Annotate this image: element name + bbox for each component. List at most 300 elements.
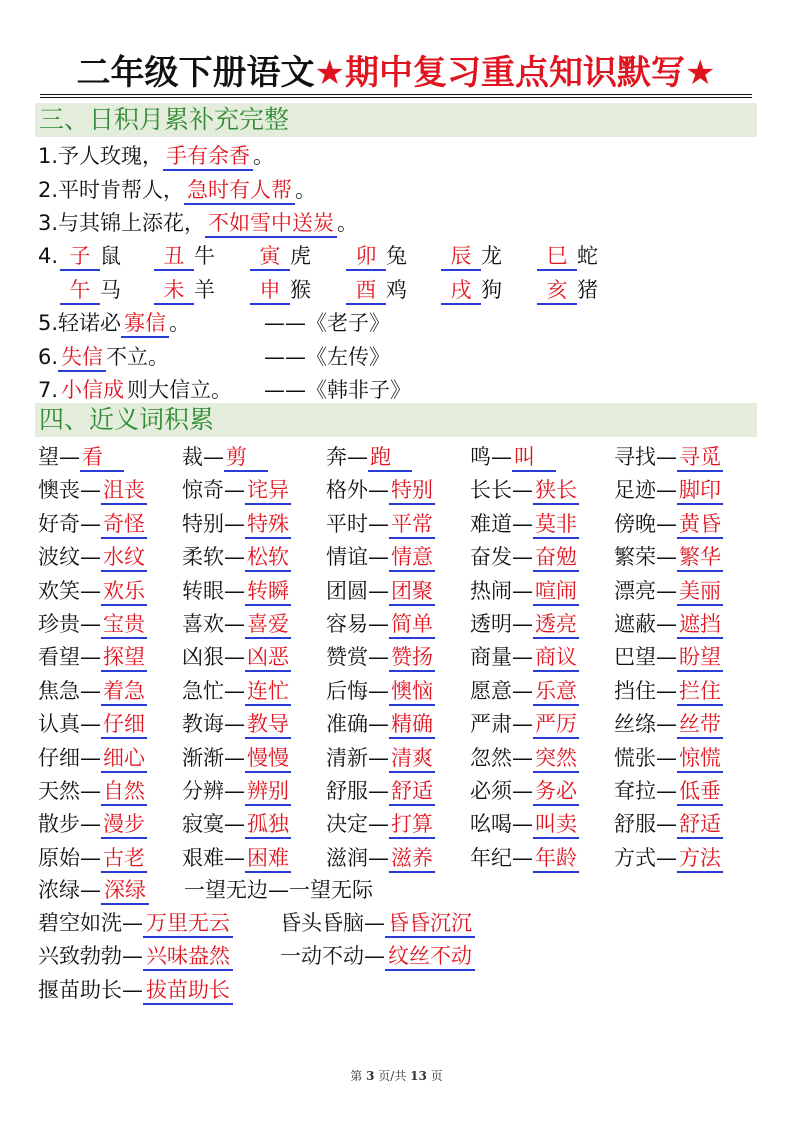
synonym-word: 滋润— — [326, 845, 389, 870]
synonym-row — [38, 541, 758, 574]
synonym-word: 透明— — [470, 611, 533, 636]
synonym-answer: 连忙 — [245, 678, 291, 706]
synonym-answer: 水纹 — [101, 544, 147, 572]
line-suffix: 。 — [337, 211, 359, 235]
zodiac-item — [441, 274, 502, 307]
synonym-word: 散步— — [38, 812, 101, 837]
zodiac-animal: 兔 — [386, 244, 407, 268]
synonym-answer: 探望 — [101, 644, 147, 672]
answer-blank: 手有余香 — [163, 143, 253, 171]
synonym-answer: 特别 — [389, 477, 435, 505]
synonym-answer: 赞扬 — [389, 644, 435, 672]
zodiac-branch-answer: 卯 — [346, 243, 386, 271]
synonym-answer: 团聚 — [389, 578, 435, 606]
synonym-word: 艰难— — [182, 845, 245, 870]
idiom-word: 兴致勃勃— — [38, 944, 143, 968]
synonym-pair — [326, 808, 435, 841]
synonym-pair — [470, 708, 579, 741]
synonym-pair — [470, 775, 579, 808]
synonym-answer: 喜爱 — [245, 611, 291, 639]
synonym-word: 愿意— — [470, 678, 533, 703]
synonym-pair — [470, 441, 556, 474]
synonym-word: 急忙— — [182, 678, 245, 703]
section-3-heading: 三、日积月累补充完整 — [35, 103, 757, 137]
synonym-word: 后悔— — [326, 678, 389, 703]
synonym-row — [38, 775, 758, 808]
synonym-pair — [326, 641, 435, 674]
synonym-pair — [614, 708, 723, 741]
synonym-answer: 黄昏 — [677, 511, 723, 539]
synonym-word: 原始— — [38, 845, 101, 870]
synonym-word: 长长— — [470, 478, 533, 503]
synonym-pair — [38, 474, 147, 507]
synonym-answer: 凶恶 — [245, 644, 291, 672]
synonym-answer: 繁华 — [677, 544, 723, 572]
synonym-word: 巴望— — [614, 645, 677, 670]
synonym-pair — [614, 508, 723, 541]
zodiac-animal: 猴 — [290, 278, 311, 302]
idiom-pair-plain: 一望无边—一望无际 — [184, 878, 373, 902]
synonym-word: 懊丧— — [38, 478, 101, 503]
idiom-line — [38, 940, 233, 973]
synonym-row — [38, 808, 758, 841]
synonym-answer: 剪 — [224, 444, 268, 472]
page-footer — [0, 1067, 793, 1084]
zodiac-animal: 羊 — [194, 278, 215, 302]
footer-total-pages: 13 — [410, 1069, 427, 1083]
synonym-word: 焦急— — [38, 678, 101, 703]
synonym-pair — [38, 775, 147, 808]
quote-line — [38, 341, 169, 374]
synonym-word: 舒服— — [614, 812, 677, 837]
synonym-word: 奔— — [326, 445, 368, 469]
synonym-word: 认真— — [38, 712, 101, 737]
synonym-word: 繁荣— — [614, 545, 677, 570]
synonym-answer: 舒适 — [389, 778, 435, 806]
synonym-answer: 简单 — [389, 611, 435, 639]
zodiac-animal: 龙 — [481, 244, 502, 268]
synonym-word: 裁— — [182, 445, 224, 469]
quote-suffix: 则大信立。 — [127, 378, 233, 402]
synonym-word: 傍晚— — [614, 511, 677, 536]
synonym-answer: 叫 — [512, 444, 556, 472]
synonym-pair — [326, 742, 435, 775]
synonym-word: 格外— — [326, 478, 389, 503]
synonym-answer: 惊慌 — [677, 745, 723, 773]
synonym-word: 严肃— — [470, 712, 533, 737]
synonym-pair — [38, 742, 147, 775]
synonym-pair — [182, 641, 291, 674]
synonym-pair — [326, 708, 435, 741]
synonym-row — [38, 675, 758, 708]
idiom-answer: 万里无云 — [143, 910, 233, 938]
synonym-pair — [38, 608, 147, 641]
idiom-answer: 昏昏沉沉 — [385, 910, 475, 938]
synonym-word: 看望— — [38, 645, 101, 670]
zodiac-branch-answer: 亥 — [537, 277, 577, 305]
synonym-word: 容易— — [326, 611, 389, 636]
zodiac-branch-answer: 巳 — [537, 243, 577, 271]
footer-text-2: 页/共 — [378, 1069, 407, 1083]
synonym-word: 鸣— — [470, 445, 512, 469]
synonym-answer: 务必 — [533, 778, 579, 806]
synonym-answer: 诧异 — [245, 477, 291, 505]
zodiac-branch-answer: 丑 — [154, 243, 194, 271]
synonym-pair — [38, 675, 147, 708]
synonym-pair — [470, 842, 579, 875]
synonym-pair — [182, 441, 268, 474]
synonym-answer: 脚印 — [677, 477, 723, 505]
synonym-answer: 滋养 — [389, 845, 435, 873]
synonym-word: 丝绦— — [614, 712, 677, 737]
zodiac-branch-answer: 酉 — [346, 277, 386, 305]
synonym-answer: 松软 — [245, 544, 291, 572]
zodiac-item — [154, 240, 215, 273]
synonym-pair — [182, 474, 291, 507]
quote-source: ——《韩非子》 — [264, 378, 411, 402]
title-main: 二年级下册语文 — [76, 53, 315, 93]
synonym-answer: 精确 — [389, 711, 435, 739]
zodiac-row — [38, 240, 678, 273]
page-title — [40, 48, 752, 98]
synonym-word: 柔软— — [182, 545, 245, 570]
synonym-answer: 乐意 — [533, 678, 579, 706]
zodiac-item — [250, 240, 311, 273]
synonym-word: 必须— — [470, 778, 533, 803]
synonym-word: 难道— — [470, 511, 533, 536]
synonym-answer: 盼望 — [677, 644, 723, 672]
synonym-pair — [614, 441, 723, 474]
idiom-answer: 深绿 — [101, 877, 149, 905]
zodiac-item — [250, 274, 311, 307]
synonym-answer: 喧闹 — [533, 578, 579, 606]
synonym-answer: 叫卖 — [533, 811, 579, 839]
zodiac-branch-answer: 申 — [250, 277, 290, 305]
synonym-word: 分辨— — [182, 778, 245, 803]
synonym-pair — [614, 775, 723, 808]
zodiac-animal: 狗 — [481, 278, 502, 302]
quote-suffix: 不立。 — [106, 344, 170, 369]
footer-text-1: 第 — [350, 1069, 363, 1083]
synonym-pair — [470, 641, 579, 674]
synonym-word: 渐渐— — [182, 745, 245, 770]
synonym-row — [38, 641, 758, 674]
zodiac-item — [537, 274, 598, 307]
idiom-line — [38, 907, 233, 940]
idiom-answer: 兴味盎然 — [143, 943, 233, 971]
synonym-pair — [182, 575, 291, 608]
synonym-word: 决定— — [326, 812, 389, 837]
synonym-word: 热闹— — [470, 578, 533, 603]
synonym-word: 遮蔽— — [614, 611, 677, 636]
zodiac-item — [60, 274, 121, 307]
synonym-word: 寂寞— — [182, 812, 245, 837]
zodiac-item — [154, 274, 215, 307]
synonym-word: 惊奇— — [182, 478, 245, 503]
synonym-pair — [470, 575, 579, 608]
synonym-answer: 舒适 — [677, 811, 723, 839]
synonym-answer: 古老 — [101, 845, 147, 873]
quote-prefix: 7. — [38, 378, 59, 402]
zodiac-item — [346, 274, 407, 307]
footer-text-3: 页 — [430, 1069, 443, 1083]
synonym-pair — [326, 775, 435, 808]
idiom-word: 揠苗助长— — [38, 978, 143, 1002]
line-prefix: 1.予人玫瑰， — [38, 144, 164, 168]
synonym-word: 波纹— — [38, 545, 101, 570]
synonym-pair — [38, 541, 147, 574]
synonym-word: 年纪— — [470, 845, 533, 870]
synonym-answer: 拦住 — [677, 678, 723, 706]
answer-blank: 急时有人帮 — [184, 177, 295, 205]
synonym-answer: 跑 — [368, 444, 412, 472]
synonym-row — [38, 608, 758, 641]
synonym-pair — [182, 541, 291, 574]
synonym-word: 方式— — [614, 845, 677, 870]
synonym-answer: 透亮 — [533, 611, 579, 639]
synonym-pair — [614, 608, 723, 641]
synonym-answer: 遮挡 — [677, 611, 723, 639]
synonym-answer: 寻觅 — [677, 444, 723, 472]
synonym-pair — [182, 808, 291, 841]
section-4-heading: 四、近义词积累 — [35, 403, 757, 437]
synonym-word: 商量— — [470, 645, 533, 670]
synonym-answer: 慢慢 — [245, 745, 291, 773]
synonym-word: 平时— — [326, 511, 389, 536]
zodiac-animal: 蛇 — [577, 244, 598, 268]
synonym-pair — [326, 474, 435, 507]
synonym-pair — [614, 641, 723, 674]
synonym-answer: 教导 — [245, 711, 291, 739]
synonym-word: 凶狠— — [182, 645, 245, 670]
synonym-word: 珍贵— — [38, 611, 101, 636]
synonym-answer: 看 — [80, 444, 124, 472]
synonym-word: 足迹— — [614, 478, 677, 503]
zodiac-item — [537, 240, 598, 273]
synonym-pair — [182, 742, 291, 775]
line-prefix: 2.平时肯帮人， — [38, 177, 185, 202]
zodiac-animal: 马 — [100, 278, 121, 302]
synonym-pair — [470, 808, 579, 841]
answer-blank: 小信成 — [58, 377, 127, 405]
synonym-answer: 突然 — [533, 745, 579, 773]
synonym-pair — [614, 541, 723, 574]
synonym-word: 望— — [38, 445, 80, 469]
synonym-row — [38, 842, 758, 875]
zodiac-branch-answer: 寅 — [250, 243, 290, 271]
synonym-pair — [326, 541, 435, 574]
fill-line — [38, 207, 358, 240]
synonym-pair — [470, 742, 579, 775]
synonym-answer: 着急 — [101, 678, 147, 706]
synonym-answer: 宝贵 — [101, 611, 147, 639]
synonym-answer: 丝带 — [677, 711, 723, 739]
synonym-row — [38, 708, 758, 741]
zodiac-animal: 鼠 — [100, 244, 121, 268]
idiom-line — [38, 974, 233, 1007]
answer-blank: 寡信 — [121, 310, 169, 338]
synonym-word: 舒服— — [326, 778, 389, 803]
synonym-pair — [182, 708, 291, 741]
fill-line — [38, 174, 316, 207]
footer-current-page: 3 — [366, 1069, 375, 1083]
synonym-word: 耷拉— — [614, 778, 677, 803]
synonym-pair — [614, 742, 723, 775]
synonym-pair — [614, 675, 723, 708]
synonym-word: 团圆— — [326, 578, 389, 603]
synonym-word: 慌张— — [614, 745, 677, 770]
synonym-answer: 商议 — [533, 644, 579, 672]
synonym-pair — [326, 575, 435, 608]
synonym-pair — [182, 842, 291, 875]
zodiac-item — [60, 240, 121, 273]
synonym-answer: 懊恼 — [389, 678, 435, 706]
fill-line — [38, 140, 274, 173]
idiom-word: 昏头昏脑— — [280, 911, 385, 935]
synonym-word: 准确— — [326, 712, 389, 737]
synonym-pair — [326, 675, 435, 708]
synonym-answer: 情意 — [389, 544, 435, 572]
synonym-pair — [326, 842, 435, 875]
quote-source: ——《老子》 — [264, 311, 390, 335]
answer-blank: 失信 — [58, 344, 106, 372]
synonym-word: 仔细— — [38, 745, 101, 770]
quote-prefix: 5.轻诺必 — [38, 311, 122, 335]
synonym-answer: 清爽 — [389, 745, 435, 773]
synonym-pair — [38, 808, 147, 841]
synonym-pair — [326, 608, 435, 641]
synonym-answer: 奋勉 — [533, 544, 579, 572]
zodiac-branch-answer: 辰 — [441, 243, 481, 271]
synonym-pair — [326, 508, 435, 541]
synonym-word: 教诲— — [182, 712, 245, 737]
synonym-word: 欢笑— — [38, 578, 101, 603]
synonym-answer: 漫步 — [101, 811, 147, 839]
synonym-answer: 奇怪 — [101, 511, 147, 539]
synonym-row — [38, 742, 758, 775]
synonym-word: 喜欢— — [182, 611, 245, 636]
synonym-pair — [326, 441, 412, 474]
idiom-line — [280, 907, 475, 940]
zodiac-item — [346, 240, 407, 273]
synonym-row — [38, 508, 758, 541]
idiom-line — [280, 940, 475, 973]
idiom-word: 浓绿— — [38, 878, 101, 902]
quote-prefix: 6. — [38, 344, 59, 369]
synonym-word: 漂亮— — [614, 578, 677, 603]
idiom-answer: 纹丝不动 — [385, 943, 475, 971]
synonym-grid — [38, 441, 758, 875]
synonym-word: 吆喝— — [470, 812, 533, 837]
synonym-answer: 莫非 — [533, 511, 579, 539]
synonym-pair — [38, 508, 147, 541]
synonym-pair — [614, 808, 723, 841]
quote-suffix: 。 — [169, 311, 191, 335]
line-suffix: 。 — [253, 144, 275, 168]
synonym-word: 转眼— — [182, 578, 245, 603]
synonym-pair — [614, 575, 723, 608]
idiom-line — [38, 874, 149, 907]
idiom-word: 碧空如洗— — [38, 911, 143, 935]
zodiac-row — [38, 274, 678, 307]
synonym-word: 寻找— — [614, 445, 677, 469]
line-suffix: 。 — [295, 177, 317, 202]
synonym-pair — [38, 575, 147, 608]
answer-blank: 不如雪中送炭 — [205, 210, 337, 238]
synonym-pair — [182, 775, 291, 808]
synonym-answer: 细心 — [101, 745, 147, 773]
synonym-answer: 年龄 — [533, 845, 579, 873]
idiom-word: 一动不动— — [280, 944, 385, 968]
zodiac-animal: 鸡 — [386, 278, 407, 302]
synonym-pair — [470, 474, 579, 507]
synonym-answer: 平常 — [389, 511, 435, 539]
synonym-answer: 低垂 — [677, 778, 723, 806]
zodiac-branch-answer: 未 — [154, 277, 194, 305]
synonym-answer: 仔细 — [101, 711, 147, 739]
synonym-pair — [614, 842, 723, 875]
synonym-word: 特别— — [182, 511, 245, 536]
synonym-answer: 特殊 — [245, 511, 291, 539]
zodiac-animal: 牛 — [194, 244, 215, 268]
synonym-row — [38, 474, 758, 507]
synonym-pair — [182, 608, 291, 641]
zodiac-branch-answer: 子 — [60, 243, 100, 271]
idiom-answer: 拔苗助长 — [143, 977, 233, 1005]
synonym-word: 赞赏— — [326, 645, 389, 670]
quote-line — [38, 307, 190, 340]
synonym-pair — [470, 608, 579, 641]
synonym-answer: 转瞬 — [245, 578, 291, 606]
zodiac-branch-answer: 戌 — [441, 277, 481, 305]
synonym-answer: 打算 — [389, 811, 435, 839]
title-highlight: ★期中复习重点知识默写★ — [314, 53, 716, 93]
synonym-word: 清新— — [326, 745, 389, 770]
line-prefix: 3.与其锦上添花， — [38, 211, 206, 235]
synonym-answer: 自然 — [101, 778, 147, 806]
synonym-answer: 狭长 — [533, 477, 579, 505]
synonym-answer: 孤独 — [245, 811, 291, 839]
zodiac-animal: 虎 — [290, 244, 311, 268]
synonym-word: 情谊— — [326, 545, 389, 570]
synonym-row — [38, 575, 758, 608]
zodiac-item — [441, 240, 502, 273]
zodiac-branch-answer: 午 — [60, 277, 100, 305]
synonym-answer: 欢乐 — [101, 578, 147, 606]
synonym-pair — [614, 474, 723, 507]
synonym-pair — [470, 541, 579, 574]
synonym-pair — [182, 675, 291, 708]
synonym-pair — [38, 641, 147, 674]
synonym-answer: 方法 — [677, 845, 723, 873]
synonym-pair — [38, 441, 124, 474]
synonym-answer: 严厉 — [533, 711, 579, 739]
synonym-word: 奋发— — [470, 545, 533, 570]
synonym-row — [38, 441, 758, 474]
synonym-pair — [38, 842, 147, 875]
synonym-word: 天然— — [38, 778, 101, 803]
zodiac-label: 4. — [38, 244, 59, 268]
synonym-pair — [182, 508, 291, 541]
synonym-pair — [470, 675, 579, 708]
synonym-word: 忽然— — [470, 745, 533, 770]
zodiac-animal: 猪 — [577, 278, 598, 302]
synonym-answer: 美丽 — [677, 578, 723, 606]
synonym-word: 挡住— — [614, 678, 677, 703]
quote-source: ——《左传》 — [264, 344, 390, 369]
synonym-pair — [38, 708, 147, 741]
synonym-answer: 困难 — [245, 845, 291, 873]
